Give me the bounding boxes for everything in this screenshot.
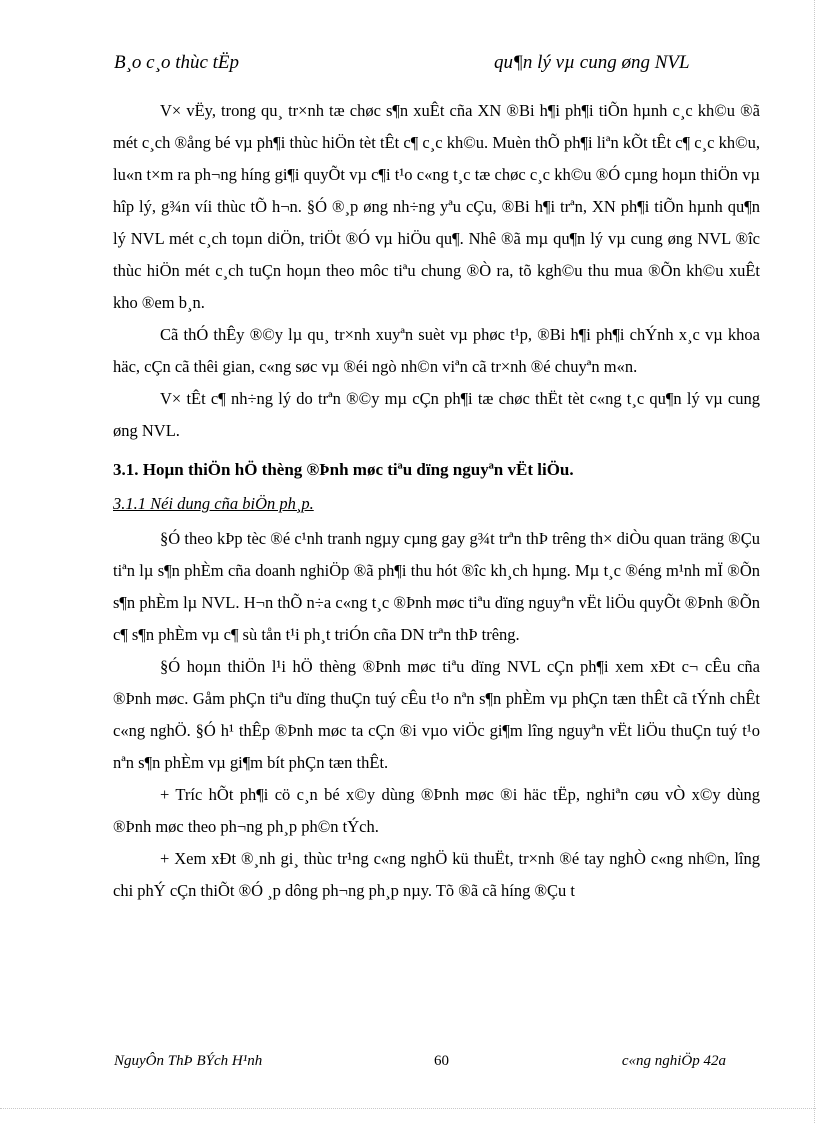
- footer-author: NguyÔn ThÞ BÝch H¹nh: [114, 1053, 263, 1069]
- section-heading: 3.1. Hoµn thiÖn hÖ thèng ®Þnh møc tiªu dïng nguyªn vËt liÖu.: [113, 460, 574, 479]
- paragraph-1: V× vËy, trong qu¸ tr×nh tæ chøc s¶n xuÊt cña XN ®Bi h¶i ph¶i tiÕn hµnh c¸c kh©u ®ã mét c¸ch ®ång bé vµ ph¶i thùc hiÖn tèt tÊt c¶ c¸c kh©u. Muèn thÕ ph¶i liªn kÕt tÊt c¶ c¸c kh©u, lu«n t×m ra ph¬ng híng gi¶i quyÕt vµ c¶i t¹o c«ng t¸c tæ chøc c¸c kh©u ®Ó cµng hoµn thiÖn vµ hîp lý, g¾n víi thùc tÕ h¬n. §Ó ®¸p øng nh÷ng yªu cÇu, ®Bi h¶i trªn, XN ph¶i tiÕn hµnh qu¶n lý NVL mét c¸ch toµn diÖn, triÖt ®Ó vµ hiÖu qu¶. Nhê ®ã mµ qu¶n lý vµ cung øng NVL ®îc thùc hiÖn mét c¸ch tuÇn hoµn theo môc tiªu chung ®Ò ra, tõ kgh©u thu mua ®Õn kh©u xuÊt kho ®em b¸n.: [113, 101, 760, 312]
- page-header: [114, 52, 714, 78]
- document-body: [113, 95, 760, 907]
- paragraph-5: §Ó hoµn thiÖn l¹i hÖ thèng ®Þnh møc tiªu dïng NVL cÇn ph¶i xem xÐt c¬ cÊu cña ®Þnh møc. Gåm phÇn tiªu dïng thuÇn tuý cÊu t¹o nªn s¶n phÈm vµ phÇn tæn thÊt cã tÝnh chÊt c«ng nghÖ. §Ó h¹ thÊp ®Þnh møc ta cÇn ®i vµo viÖc gi¶m lîng nguyªn vËt liÖu thuÇn tuý t¹o nªn s¶n phÈm vµ gi¶m bít phÇn tæn thÊt.: [113, 657, 760, 772]
- paragraph-2: Cã thÓ thÊy ®©y lµ qu¸ tr×nh xuyªn suèt vµ phøc t¹p, ®Bi h¶i ph¶i chÝnh x¸c vµ khoa häc, cÇn cã thêi gian, c«ng søc vµ ®éi ngò nh©n viªn cã tr×nh ®é chuyªn m«n.: [113, 325, 760, 376]
- paragraph-6: + Tríc hÕt ph¶i cö c¸n bé x©y dùng ®Þnh møc ®i häc tËp, nghiªn cøu vÒ x©y dùng ®Þnh møc theo ph¬ng ph¸p ph©n tÝch.: [113, 785, 760, 836]
- header-topic-title: qu¶n lý vµ cung øng NVL: [494, 52, 690, 73]
- paragraph-4: §Ó theo kÞp tèc ®é c¹nh tranh ngµy cµng gay g¾t trªn thÞ trêng th× diÒu quan träng ®Çu tiªn lµ s¶n phÈm cña doanh nghiÖp ®ã ph¶i thu hót ®îc kh¸ch hµng. Mµ t¸c ®éng m¹nh mÏ ®Õn s¶n phÈm lµ NVL. H¬n thÕ n÷a c«ng t¸c ®Þnh møc tiªu dïng nguyªn vËt liÖu quyÕt ®Þnh ®Õn c¶ s¶n phÈm vµ c¶ sù tån t¹i ph¸t triÓn cña DN trªn thÞ trêng.: [113, 529, 760, 644]
- page-number: 60: [434, 1053, 449, 1069]
- footer-course: c«ng nghiÖp 42a: [621, 1053, 726, 1069]
- bottom-page-edge: [0, 1108, 816, 1109]
- header-report-title: B¸o c¸o thùc tËp: [114, 52, 240, 73]
- paragraph-3: V× tÊt c¶ nh÷ng lý do trªn ®©y mµ cÇn ph¶i tæ chøc thËt tèt c«ng t¸c qu¶n lý vµ cung øng NVL.: [113, 389, 760, 440]
- subsection-heading: 3.1.1 Néi dung cña biÖn ph¸p.: [113, 494, 314, 513]
- page-footer: [114, 1053, 726, 1075]
- paragraph-7: + Xem xÐt ®¸nh gi¸ thùc tr¹ng c«ng nghÖ kü thuËt, tr×nh ®é tay nghÒ c«ng nh©n, lîng chi phÝ cÇn thiÕt ®Ó ¸p dông ph¬ng ph¸p nµy. Tõ ®ã cã híng ®Çu t: [113, 849, 760, 900]
